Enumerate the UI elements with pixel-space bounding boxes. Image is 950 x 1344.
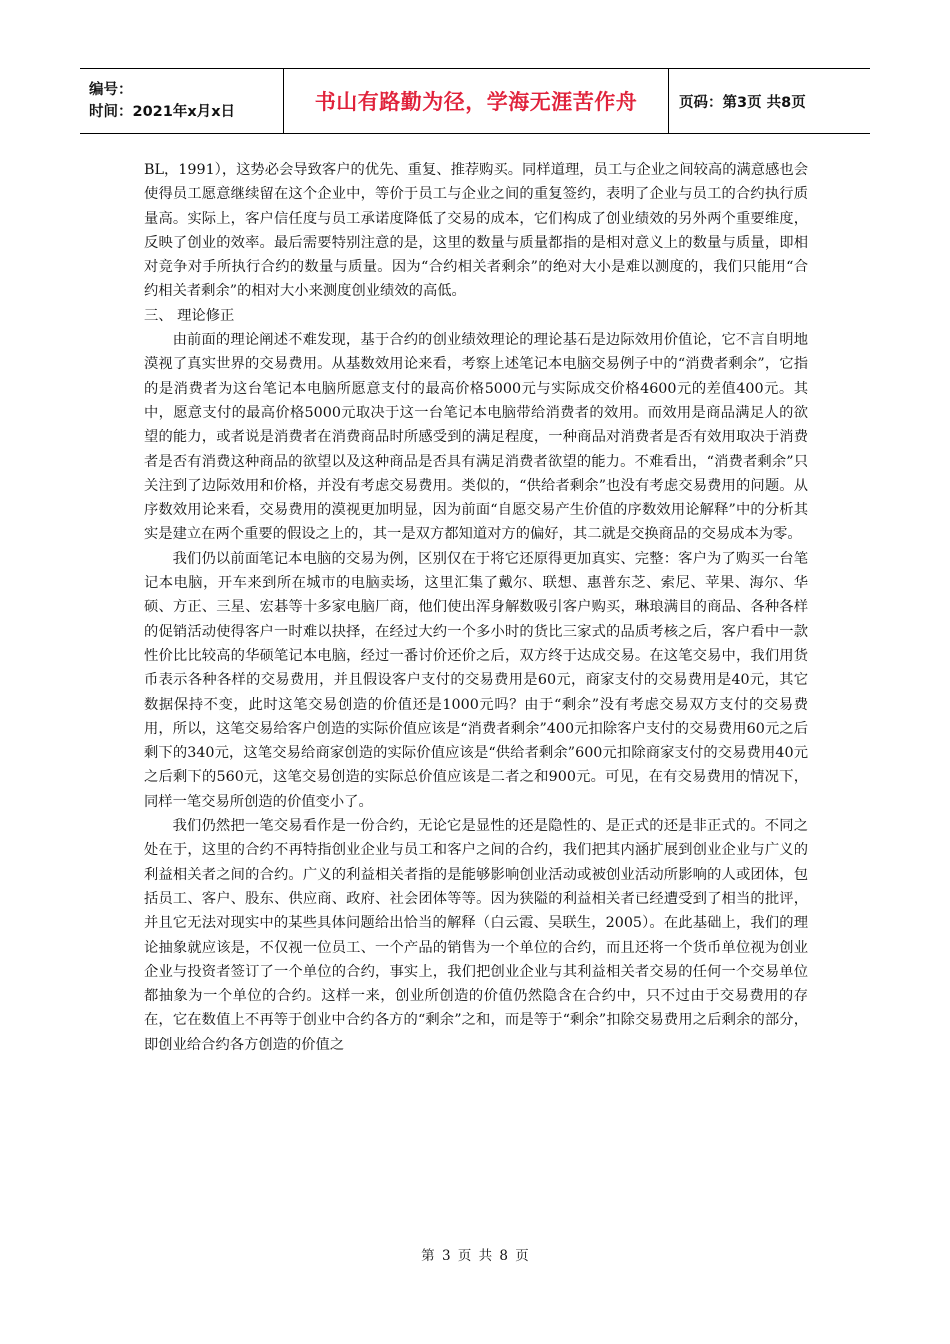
page-footer (0, 1244, 950, 1264)
footer-page-number: 第 3 页 共 8 页 (421, 1248, 529, 1264)
paragraph-continued: BL，1991），这势必会导致客户的优先、重复、推荐购买。同样道理，员工与企业之间较高的满意感也会使得员工愿意继续留在这个企业中，等价于员工与企业之间的重复签约，表明了企业与员工的合约执行质量高。实际上，客户信任度与员工承诺度降低了交易的成本，它们构成了创业绩效的另外两个重要维度，反映了创业的效率。最后需要特别注意的是，这里的数量与质量都指的是相对意义上的数量与质量，即相对竞争对手所执行合约的数量与质量。因为“合约相关者剩余”的绝对大小是难以测度的，我们只能用“合约相关者剩余”的相对大小来测度创业绩效的高低。 (144, 162, 808, 300)
paragraph: 我们仍然把一笔交易看作是一份合约，无论它是显性的还是隐性的、是正式的还是非正式的。不同之处在于，这里的合约不再特指创业企业与员工和客户之间的合约，我们把其内涵扩展到创业企业与广义的利益相关者之间的合约。广义的利益相关者指的是能够影响创业活动或被创业活动所影响的人或团体，包括员工、客户、股东、供应商、政府、社会团体等等。因为狭隘的利益相关者已经遭受到了相当的批评，并且它无法对现实中的某些具体问题给出恰当的解释（白云霞、吴联生，2005）。在此基础上，我们的理论抽象就应该是，不仅视一位员工、一个产品的销售为一个单位的合约，而且还将一个货币单位视为创业企业与投资者签订了一个单位的合约，事实上，我们把创业企业与其利益相关者交易的任何一个交易单位都抽象为一个单位的合约。这样一来，创业所创造的价值仍然隐含在合约中，只不过由于交易费用的存在，它在数值上不再等于创业中合约各方的“剩余”之和，而是等于“剩余”扣除交易费用之后剩余的部分，即创业给合约各方创造的价值之 (144, 818, 808, 1053)
section-heading: 三、 理论修正 (144, 307, 235, 324)
document-body (144, 158, 808, 1057)
page-code-text: 页码：第3页 共8页 (679, 94, 806, 111)
motto-text: 书山有路勤为径，学海无涯苦作舟 (314, 90, 638, 114)
paragraph: 我们仍以前面笔记本电脑的交易为例，区别仅在于将它还原得更加真实、完整：客户为了购买一台笔记本电脑，开车来到所在城市的电脑卖场，这里汇集了戴尔、联想、惠普东芝、索尼、苹果、海尔、华硕、方正、三星、宏碁等十多家电脑厂商，他们使出浑身解数吸引客户购买，琳琅满目的商品、各种各样的促销活动使得客户一时难以抉择，在经过大约一个多小时的货比三家式的品质考核之后，客户看中一款性价比比较高的华硕笔记本电脑，经过一番讨价还价之后，双方终于达成交易。在这笔交易中，我们用货币表示各种各样的交易费用，并且假设客户支付的交易费用是60元，商家支付的交易费用是40元，其它数据保持不变，此时这笔交易创造的价值还是1000元吗？由于“剩余”没有考虑交易双方支付的交易费用，所以，这笔交易给客户创造的实际价值应该是“消费者剩余”400元扣除客户支付的交易费用60元之后剩下的340元，这笔交易给商家创造的实际价值应该是“供给者剩余”600元扣除商家支付的交易费用40元之后剩下的560元，这笔交易创造的实际总价值应该是二者之和900元。可见，在有交易费用的情况下，同样一笔交易所创造的价值变小了。 (144, 550, 808, 810)
number-label: 编号： (89, 82, 133, 98)
header-meta (80, 69, 283, 133)
header-motto (283, 69, 669, 133)
paragraph: 由前面的理论阐述不难发现，基于合约的创业绩效理论的理论基石是边际效用价值论，它不言自明地漠视了真实世界的交易费用。从基数效用论来看，考察上述笔记本电脑交易例子中的“消费者剩余”，它指的是消费者为这台笔记本电脑所愿意支付的最高价格5000元与实际成交价格4600元的差值400元。其中，愿意支付的最高价格5000元取决于这一台笔记本电脑带给消费者的效用。而效用是商品满足人的欲望的能力，或者说是消费者在消费商品时所感受到的满足程度，一种商品对消费者是否有效用取决于消费者是否有消费这种商品的欲望以及这种商品是否具有满足消费者欲望的能力。不难看出，“消费者剩余”只关注到了边际效用和价格，并没有考虑交易费用。类似的，“供给者剩余”也没有考虑交易费用的问题。从序数效用论来看，交易费用的漠视更加明显，因为前面“自愿交易产生价值的序数效用论解释”中的分析其实是建立在两个重要的假设之上的，其一是双方都知道对方的偏好，其二就是交换商品的交易成本为零。 (144, 332, 808, 543)
header-page-code (669, 69, 870, 133)
page-header (80, 68, 870, 134)
time-label: 时间：2021年x月x日 (89, 104, 236, 120)
